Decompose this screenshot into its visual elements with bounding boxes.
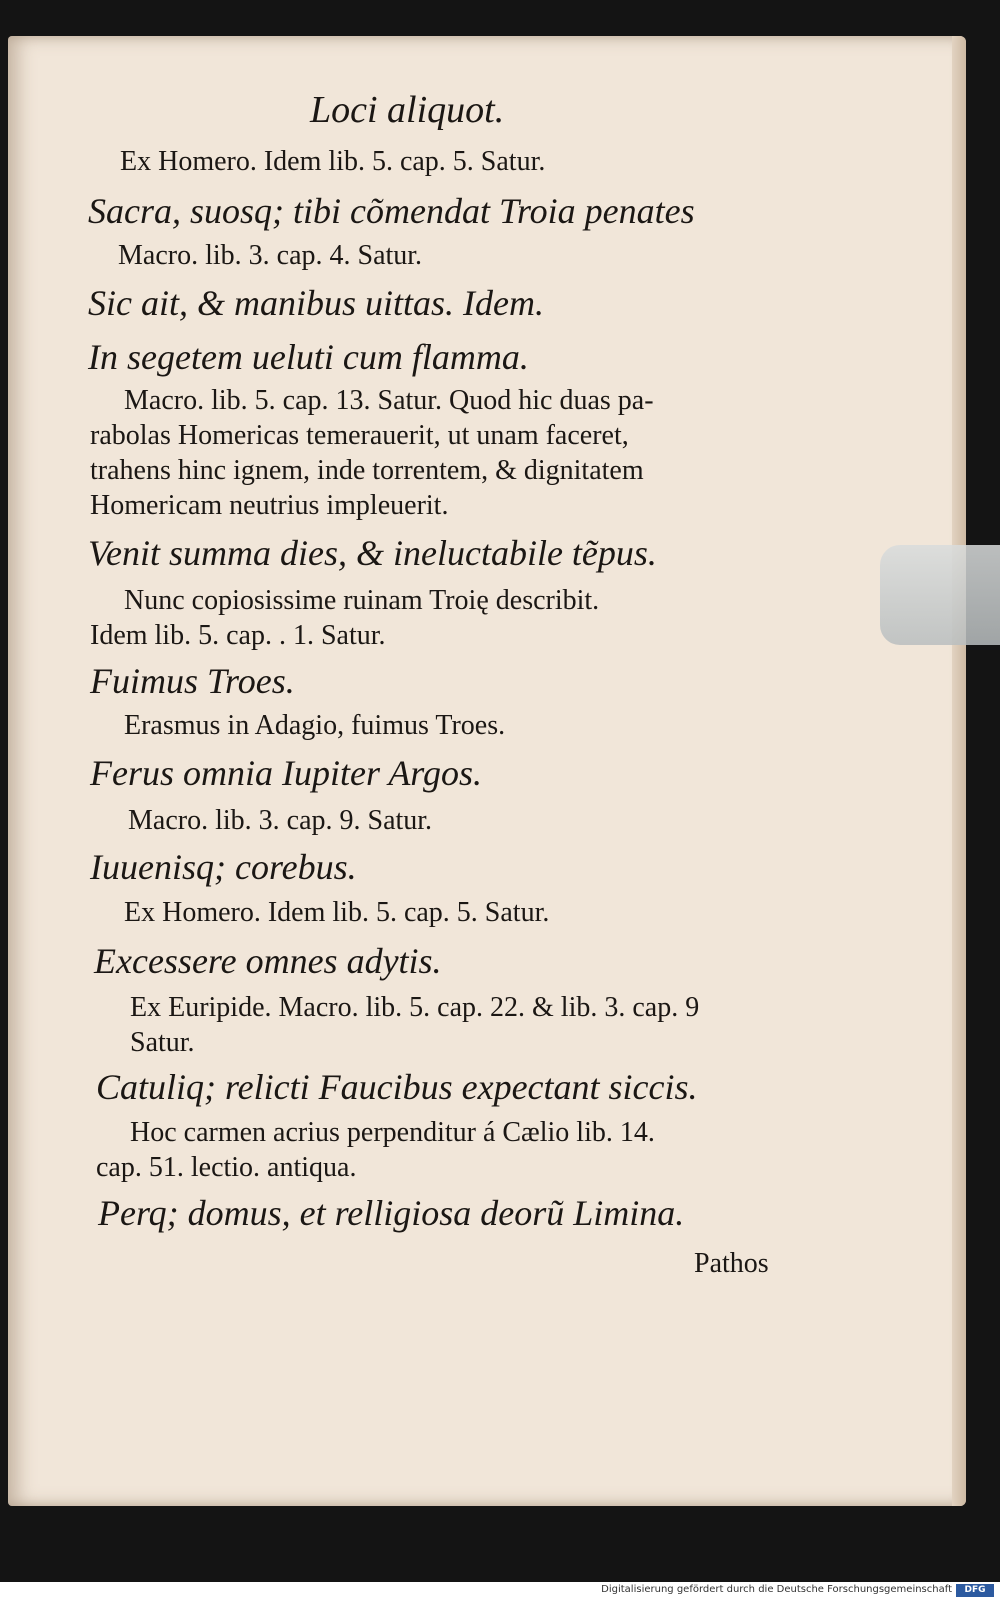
verse-line: Catuliq; relicti Faucibus expectant siccis.: [96, 1067, 698, 1107]
text-line: Homericam neutrius impleuerit.: [90, 490, 449, 521]
text-line: Macro. lib. 3. cap. 9. Satur.: [128, 805, 433, 836]
verse-line: Ferus omnia Iupiter Argos.: [90, 753, 482, 793]
page-title: Loci aliquot.: [310, 89, 505, 131]
verse-line: Iuuenisq; corebus.: [90, 847, 357, 887]
verse-line: Sic ait, & manibus uittas. Idem.: [88, 283, 544, 323]
verse-line: Excessere omnes adytis.: [94, 941, 442, 981]
text-line: rabolas Homericas temerauerit, ut unam faceret,: [90, 420, 629, 451]
text-line: Idem lib. 5. cap. . 1. Satur.: [90, 620, 386, 651]
text-line: Hoc carmen acrius perpenditur á Cælio lib. 14.: [130, 1117, 655, 1148]
footer-credit: Digitalisierung gefördert durch die Deutsche Forschungsgemeinschaft: [601, 1584, 952, 1595]
verse-line: Fuimus Troes.: [90, 661, 295, 701]
verse-line: In segetem ueluti cum flamma.: [88, 337, 529, 377]
verse-line: Venit summa dies, & ineluctabile tẽpus.: [88, 533, 657, 573]
verse-line: Sacra, suosq; tibi cõmendat Troia penates: [88, 191, 695, 231]
text-line: Nunc copiosissime ruinam Troię describit.: [124, 585, 600, 616]
text-line: Macro. lib. 5. cap. 13. Satur. Quod hic duas pa-: [124, 385, 654, 416]
verse-line: Perq; domus, et relligiosa deorũ Limina.: [98, 1193, 685, 1233]
catchword: Pathos: [694, 1248, 769, 1279]
dfg-logo-icon: DFG: [956, 1584, 994, 1597]
text-line: Erasmus in Adagio, fuimus Troes.: [124, 710, 506, 741]
text-line: cap. 51. lectio. antiqua.: [96, 1152, 357, 1183]
text-line: trahens hinc ignem, inde torrentem, & dignitatem: [90, 455, 644, 486]
text-line: Ex Homero. Idem lib. 5. cap. 5. Satur.: [124, 897, 550, 928]
text-line: Ex Homero. Idem lib. 5. cap. 5. Satur.: [120, 146, 546, 177]
text-line: Macro. lib. 3. cap. 4. Satur.: [118, 240, 423, 271]
text-line: Ex Euripide. Macro. lib. 5. cap. 22. & lib. 3. cap. 9: [130, 992, 700, 1023]
text-line: Satur.: [130, 1027, 195, 1058]
